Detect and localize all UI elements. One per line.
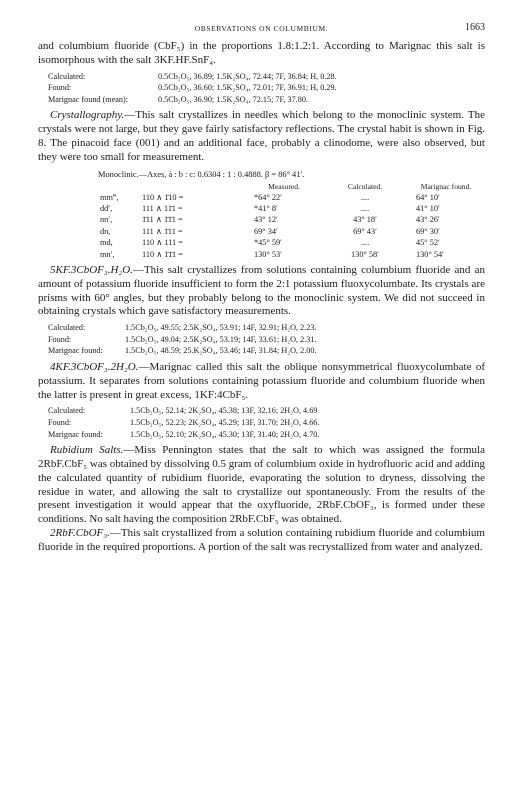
running-head [38, 22, 485, 36]
analysis-row [48, 71, 485, 83]
analysis-values: 0.5Cb₂O₅, 36.90; 1.5K₂SO₄, 72.15; 7F, 37.80. [158, 94, 308, 104]
analysis-values: 0.5Cb₂O₅, 36.60; 1.5K₂SO₄, 72.01; 7F, 36.91; H, 0.29. [158, 83, 337, 93]
calculated-cell: 43° 18′ [353, 215, 377, 225]
zone-cell: 110 ∧ 1̄10 = [142, 192, 184, 202]
marignac-cell: 130° 54′ [416, 249, 444, 259]
face-cell: mn′, [100, 249, 115, 259]
intro-paragraph: and columbium fluoride (CbF₅) in the proportions 1.8:1.2:1. According to Marignac this salt is isomorphous with the salt 3KF.HF.SnF₄. [38, 40, 485, 66]
analysis-values: 0.5Cb₂O₅, 36.89; 1.5K₂SO₄, 72.44; 7F, 36.84; H, 0.28. [158, 71, 337, 81]
table-row [100, 192, 482, 203]
analysis-values: 1.5Cb₂O₅, 49.04; 2.5K₂SO₄, 53.19; 14F, 33.61; H₂O, 2.31. [125, 334, 317, 344]
analysis-label: Calculated: [48, 323, 86, 333]
measured-cell: *64° 22′ [254, 192, 282, 202]
column-header-measured: Measured. [268, 181, 300, 191]
page-number: 1663 [465, 22, 485, 33]
analysis-label: Calculated: [48, 71, 86, 81]
analysis-block-1 [48, 71, 485, 106]
paragraph-text: —Marignac called this salt the oblique nonsymmetrical fluoxycolumbate of potassium. It separates from solutions containing potassium fluoride and columbium fluoride when the latter is present in great excess, 1KF:4CbF₅. [38, 360, 485, 401]
table-row [100, 203, 482, 214]
paragraph-text: —Miss Pennington states that the salt to which was assigned the formula 2RbF.CbF₅ was obtained by dissolving 0.5 gram of columbium oxide in hydrofluoric acid and adding the calculated quantity of rubidium fluoride, evaporating the solution to dryness, dissolving the residue in water, and allowing the salt to crystallize out spontaneously. From the results of the present investigation it would appear that the oxyfluoride, 2RbF.CbOF₃, is formed under these conditions. No salt having the composition 2RbF.CbF₅ was obtained. [38, 444, 485, 526]
analysis-row [48, 429, 485, 441]
face-cell: dd′, [100, 203, 113, 213]
salt-5kf-paragraph [38, 264, 485, 319]
marignac-cell: 69° 30′ [416, 226, 440, 236]
zone-cell: 111 ∧ 11̄1 = [142, 203, 183, 213]
paragraph-text: —This salt crystallizes from solutions containing columbium fluoride and an amount of potassium fluoride insufficient to form the 2:1 potassium fluoxycolumbate. Its crystals are prisms with 60° angles, but they probably belong to the monoclinic system. We did not succeed in obtaining crystals which gave satisfactory measurements. [38, 264, 485, 318]
section-heading: Crystallography. [50, 109, 125, 122]
analysis-block-3 [48, 405, 485, 440]
face-cell: md, [100, 238, 113, 248]
section-heading: Rubidium Salts. [50, 444, 124, 457]
measured-cell: *41° 8′ [254, 203, 278, 213]
calculated-cell: 69° 43′ [353, 226, 377, 236]
table-header-row [100, 182, 482, 192]
measured-cell: 69° 34′ [254, 226, 278, 236]
marignac-cell: 64° 10′ [416, 192, 440, 202]
analysis-label: Marignac found: [48, 346, 103, 356]
analysis-values: 1.5Cb₂O₅, 52.10; 2K₂SO₄, 45.30; 13F, 31.40; 2H₂O, 4.70. [130, 429, 320, 439]
analysis-label: Found: [48, 334, 72, 344]
face-cell: dn, [100, 226, 111, 236]
axial-ratio-line: Monoclinic.—Axes, à : b : c: 0.6304 : 1 : 0.4888. β = 86° 41′. [98, 169, 305, 179]
column-header-calculated: Calculated. [347, 181, 383, 191]
zone-cell: 111 ∧ 1̄11 = [142, 226, 183, 236]
paragraph-text: —This salt crystallizes in needles which belong to the monoclinic system. The crystals were not large, but they gave fairly satisfactory reflections. The crystal habit is shown in Fig. 8. The pinacoid face (001) and an additional face, probably a clinodome, were also observed, but they were too small for measurement. [38, 109, 485, 163]
zone-cell: 110 ∧ 111 = [142, 238, 183, 248]
crystal-angle-table [38, 168, 485, 260]
running-title: OBSERVATIONS ON COLUMBIUM. [194, 24, 329, 33]
analysis-values: 1.5Cb₂O₅, 49.55; 2.5K₂SO₄, 53.91; 14F, 32.91; H₂O, 2.23. [125, 323, 317, 333]
zone-cell: 110 ∧ 1̄1̄1 = [142, 249, 183, 259]
calculated-cell: 130° 58′ [351, 249, 379, 259]
salt-2rbf-paragraph [38, 527, 485, 555]
analysis-values: 1.5Cb₂O₅, 48.59; 25.K₂SO₄, 53.46; 14F, 31.84; H₂O, 2.00. [125, 346, 317, 356]
marignac-cell: 45° 52′ [416, 238, 440, 248]
analysis-row [48, 94, 485, 106]
zone-cell: 1̄11 ∧ 1̄1̄1 = [142, 215, 183, 225]
column-header-marignac: Marignac found. [420, 181, 472, 191]
face-cell: nn′, [100, 215, 113, 225]
analysis-block-2 [48, 322, 485, 357]
rubidium-paragraph [38, 444, 485, 527]
table-row [100, 226, 482, 237]
crystallography-paragraph [38, 109, 485, 164]
calculated-cell: .... [360, 238, 370, 248]
formula-heading: 4KF.3CbOF₃.2H₂O. [50, 360, 139, 373]
measured-cell: 43° 12′ [254, 215, 278, 225]
analysis-row [48, 345, 485, 357]
analysis-row [48, 334, 485, 346]
analysis-row [48, 405, 485, 417]
salt-4kf-paragraph [38, 361, 485, 402]
formula-heading: 5KF.3CbOF₃.H₂O. [50, 264, 133, 276]
analysis-row [48, 322, 485, 334]
analysis-values: 1.5Cb₂O₅, 52.23; 2K₂SO₄, 45.29; 13F, 31.70; 2H₂O, 4.66. [130, 417, 320, 427]
marignac-cell: 41° 10′ [416, 203, 440, 213]
measured-cell: *45° 59′ [254, 238, 282, 248]
analysis-label: Marignac found (mean): [48, 94, 129, 104]
table-row [100, 214, 482, 225]
analysis-label: Marignac found: [48, 429, 103, 439]
face-cell: mm‴, [100, 192, 119, 202]
analysis-values: 1.5Cb₂O₅, 52.14; 2K₂SO₄, 45.38; 13F, 32.16; 2H₂O, 4.69 [130, 406, 318, 416]
analysis-label: Found: [48, 83, 72, 93]
analysis-row [48, 417, 485, 429]
analysis-label: Calculated: [48, 406, 86, 416]
marignac-cell: 43° 26′ [416, 215, 440, 225]
analysis-label: Found: [48, 417, 72, 427]
table-row [100, 237, 482, 248]
angles-table [100, 182, 482, 260]
page [38, 22, 485, 555]
calculated-cell: .... [360, 203, 370, 213]
calculated-cell: .... [360, 192, 370, 202]
measured-cell: 130° 53′ [254, 249, 282, 259]
analysis-row [48, 82, 485, 94]
table-row [100, 249, 482, 260]
paragraph-text: —This salt crystallized from a solution containing rubidium fluoride and columbium fluoride in the required proportions. A portion of the salt was recrystallized from water and analyzed. [38, 526, 485, 553]
formula-heading: 2RbF.CbOF₃. [50, 526, 110, 539]
